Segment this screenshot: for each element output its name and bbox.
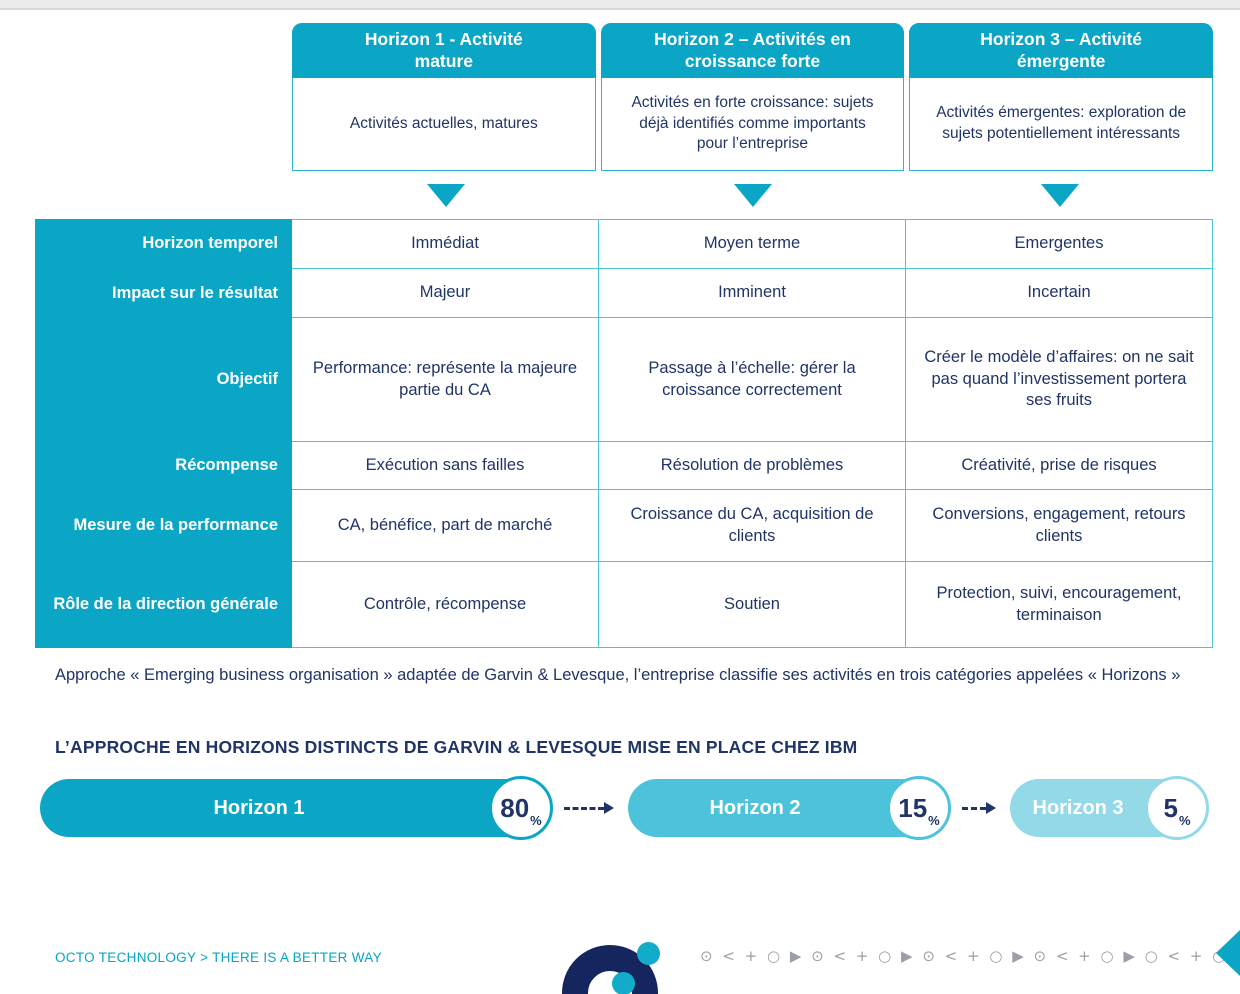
table-cell: Croissance du CA, acquisition de clients — [599, 490, 906, 562]
table-cell: Imminent — [599, 269, 906, 318]
horizons-table — [35, 219, 1213, 648]
table-cell: Contrôle, récompense — [292, 562, 599, 648]
table-cell: Créativité, prise de risques — [906, 442, 1213, 490]
horizon-1-description-text: Activités actuelles, matures — [349, 114, 538, 132]
horizon-3-pill — [1010, 779, 1206, 837]
horizon-1-description — [292, 78, 596, 171]
table-cell: Moyen terme — [599, 219, 906, 269]
horizon-3-percent-unit: % — [1178, 813, 1191, 829]
table-cell: Immédiat — [292, 219, 599, 269]
row-label: Mesure de la performance — [35, 490, 292, 562]
horizon-3-pill-label: Horizon 3 — [1032, 796, 1124, 819]
horizon-pills — [40, 775, 1240, 841]
table-cell: Protection, suivi, encouragement, terminaison — [906, 562, 1213, 648]
row-label: Impact sur le résultat — [35, 269, 292, 318]
down-arrow-icon — [1041, 184, 1079, 207]
horizon-3-description — [909, 78, 1213, 171]
dashed-line — [962, 807, 986, 810]
horizon-1-column — [292, 23, 596, 171]
table-cell: Créer le modèle d’affaires: on ne sait pas quand l’investissement portera ses fruits — [906, 318, 1213, 442]
table-cell: Soutien — [599, 562, 906, 648]
horizon-2-percent-unit: % — [928, 813, 940, 829]
down-arrow-icon — [734, 184, 772, 207]
decorative-symbol-strip: ⊙ < + ○ ▶ ⊙ < + ○ ▶ ⊙ < + ○ ▶ ⊙ < + ○ ▶ ○ < + ○ — [700, 947, 1228, 965]
section-heading: L’APPROCHE EN HORIZONS DISTINCTS DE GARVIN & LEVESQUE MISE EN PLACE CHEZ IBM — [55, 737, 858, 758]
dashed-line — [564, 807, 604, 810]
horizon-3-percent-value: 5 — [1163, 793, 1178, 824]
dashed-arrow-icon — [962, 802, 996, 814]
down-arrow-icon — [427, 184, 465, 207]
horizon-2-header — [601, 23, 905, 78]
horizon-2-description — [601, 78, 905, 171]
table-cell: Passage à l’échelle: gérer la croissance correctement — [599, 318, 906, 442]
row-label: Récompense — [35, 442, 292, 490]
table-cell: Conversions, engagement, retours clients — [906, 490, 1213, 562]
horizon-headers — [292, 23, 1213, 171]
horizon-1-title: Horizon 1 - Activité mature — [364, 28, 523, 71]
horizon-3-column — [909, 23, 1213, 171]
horizon-1-pill-label: Horizon 1 — [213, 796, 305, 819]
table-cell: Majeur — [292, 269, 599, 318]
arrowhead — [604, 802, 614, 814]
horizon-2-pill — [628, 779, 948, 837]
row-label: Rôle de la direction générale — [35, 562, 292, 648]
footer-tagline: OCTO TECHNOLOGY > THERE IS A BETTER WAY — [55, 950, 382, 965]
slide-edge-arrow-icon — [1216, 930, 1240, 976]
table-cell: Incertain — [906, 269, 1213, 318]
octo-logo-dot-icon — [637, 942, 660, 965]
horizon-3-percent-badge — [1145, 776, 1209, 840]
horizon-2-percent-value: 15 — [898, 793, 928, 824]
table-cell: CA, bénéfice, part de marché — [292, 490, 599, 562]
horizon-2-column — [601, 23, 905, 171]
table-caption: Approche « Emerging business organisation » adaptée de Garvin & Levesque, l’entreprise classifie ses activités en trois catégories appelées « Horizons » — [55, 666, 1181, 684]
octo-logo-dot-icon — [612, 972, 635, 994]
horizon-2-percent-badge — [887, 776, 951, 840]
arrowhead — [986, 802, 996, 814]
horizon-2-pill-label: Horizon 2 — [709, 796, 801, 819]
row-label: Objectif — [35, 318, 292, 442]
horizon-3-title: Horizon 3 – Activité émergente — [980, 28, 1143, 71]
horizon-3-description-text: Activités émergentes: exploration de sujets potentiellement intéressants — [936, 104, 1187, 142]
dashed-arrow-icon — [564, 802, 614, 814]
table-cell: Performance: représente la majeure partie du CA — [292, 318, 599, 442]
horizon-1-pill — [40, 779, 550, 837]
table-cell: Emergentes — [906, 219, 1213, 269]
horizon-1-percent-badge — [489, 776, 553, 840]
horizon-2-title: Horizon 2 – Activités en croissance forte — [654, 28, 851, 71]
row-label: Horizon temporel — [35, 219, 292, 269]
column-arrows — [292, 171, 1213, 219]
table-cell: Résolution de problèmes — [599, 442, 906, 490]
horizon-1-percent-value: 80 — [500, 793, 530, 824]
horizon-3-header — [909, 23, 1213, 78]
horizon-1-header — [292, 23, 596, 78]
horizon-1-percent-unit: % — [530, 813, 542, 829]
top-divider — [0, 0, 1240, 10]
horizon-2-description-text: Activités en forte croissance: sujets déjà identifiés comme importants pour l’entreprise — [631, 93, 874, 153]
table-cell: Exécution sans failles — [292, 442, 599, 490]
